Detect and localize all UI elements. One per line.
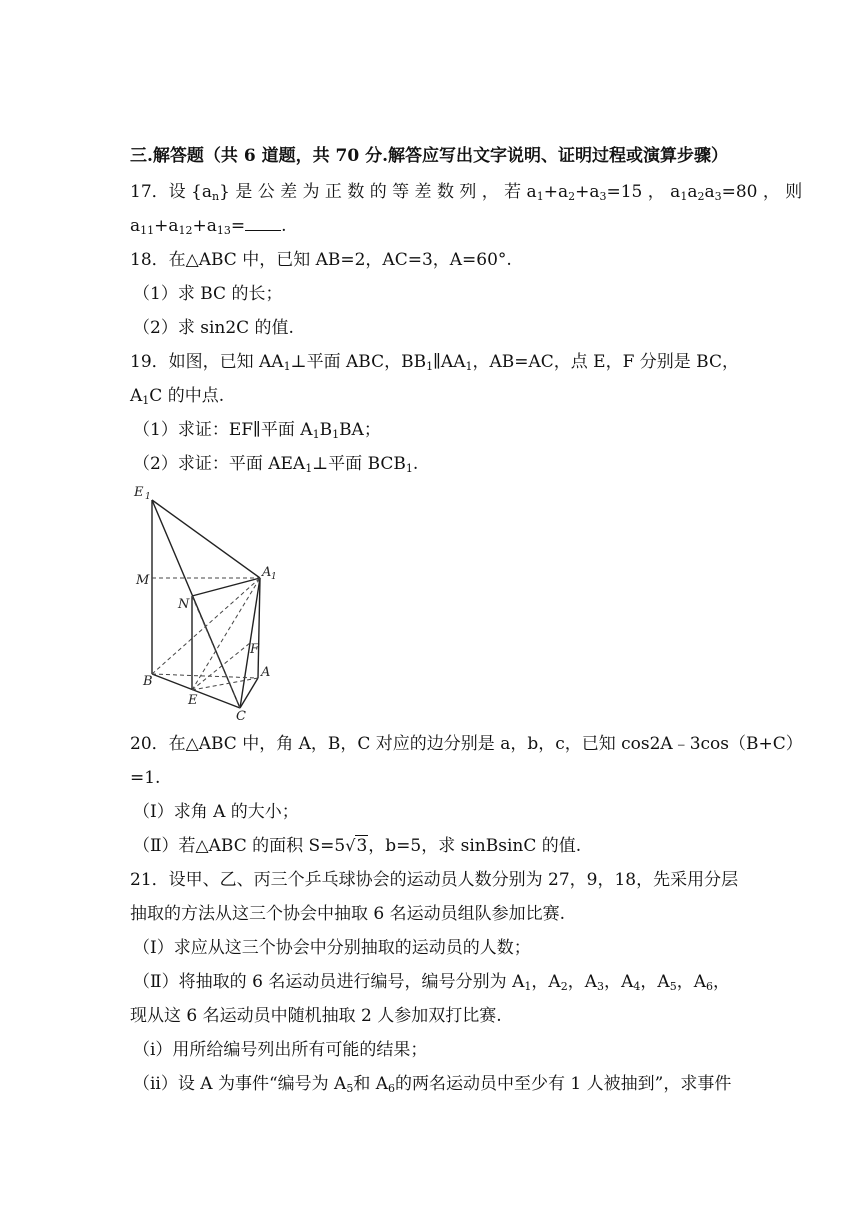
q19-part1: （1）求证：EF∥平面 $A_1B_1BA$； [133, 420, 381, 441]
label-E1-sub: 1 [145, 492, 151, 502]
section-header: 三.解答题（共 6 道题，共 70 分.解答应写出文字说明、证明过程或演算步骤） [130, 146, 728, 166]
edge-BA [152, 674, 258, 678]
label-A: A [261, 665, 271, 680]
q17-line1: 17．设 $\{a_n\}$ 是 公 差 为 正 数 的 等 差 数 列 ， 若 $a_1+a_2+a_3=15$ ， $a_1a_2a_3=80$ ， 则 [130, 182, 803, 203]
q18-part1: （1）求 BC 的长； [133, 284, 283, 304]
geometry-diagram [128, 478, 288, 723]
q21-line-now: 现从这 6 名运动员中随机抽取 2 人参加双打比赛. [130, 1006, 502, 1026]
q21-part2: （Ⅱ）将抽取的 6 名运动员进行编号，编号分别为 $A_1$，$A_2$，$A_3$，$A_4$，$A_5$，$A_6$， [133, 972, 731, 993]
q19-line1: 19．如图，已知 $AA_1\perp$平面 ABC，$BB_1\parallel AA_1$，AB=AC，点 E，F 分别是 BC， [130, 352, 739, 373]
q19-figure [128, 478, 288, 723]
label-E: E [188, 693, 198, 708]
q21-part1: （Ⅰ）求应从这三个协会中分别抽取的运动员的人数； [133, 938, 531, 958]
label-B: B [143, 674, 153, 689]
edge-EF [192, 643, 250, 690]
q18-part2: （2）求 sin2C 的值. [133, 318, 294, 338]
label-A1: A [262, 565, 272, 580]
edge-NA1 [192, 578, 260, 596]
label-C: C [236, 709, 246, 723]
label-A1-sub: 1 [271, 572, 277, 582]
q21-sub-i: （i）用所给编号列出所有可能的结果； [133, 1040, 428, 1060]
q20-line1: 20．在△ABC 中，角 A，B，C 对应的边分别是 a，b，c，已知 cos2A﹣3cos（B+C） [130, 734, 803, 754]
q21-line1: 21．设甲、乙、丙三个乒乓球协会的运动员人数分别为 27，9，18，先采用分层 [130, 870, 739, 890]
label-E1: E [134, 485, 144, 500]
q21-sub-ii: （ii）设 A 为事件“编号为 $A_5$和 $A_6$的两名运动员中至少有 1 人被抽到”，求事件 [133, 1074, 732, 1095]
q20-part1: （Ⅰ）求角 A 的大小； [133, 802, 299, 822]
label-M: M [136, 573, 150, 588]
q21-line2: 抽取的方法从这三个协会中抽取 6 名运动员组队参加比赛. [130, 904, 566, 924]
label-N: N [178, 597, 190, 612]
q20-line2: =1. [130, 768, 161, 788]
answer-blank[interactable] [245, 216, 281, 231]
label-F: F [250, 642, 260, 657]
q17-line2: $a_{11}+a_{12}+a_{13}=$ . [130, 216, 287, 237]
edge-EA [192, 678, 258, 690]
q19-part2: （2）求证：平面 $AEA_1\perp$平面 $BCB_1$. [133, 454, 419, 475]
q20-part2: （Ⅱ）若△ABC 的面积 S=5√3，b=5，求 sinBsinC 的值. [133, 836, 582, 856]
q18-stem: 18．在△ABC 中，已知 AB=2，AC=3，A=60°. [130, 250, 512, 270]
q19-line2: $A_1C$ 的中点. [130, 386, 225, 407]
